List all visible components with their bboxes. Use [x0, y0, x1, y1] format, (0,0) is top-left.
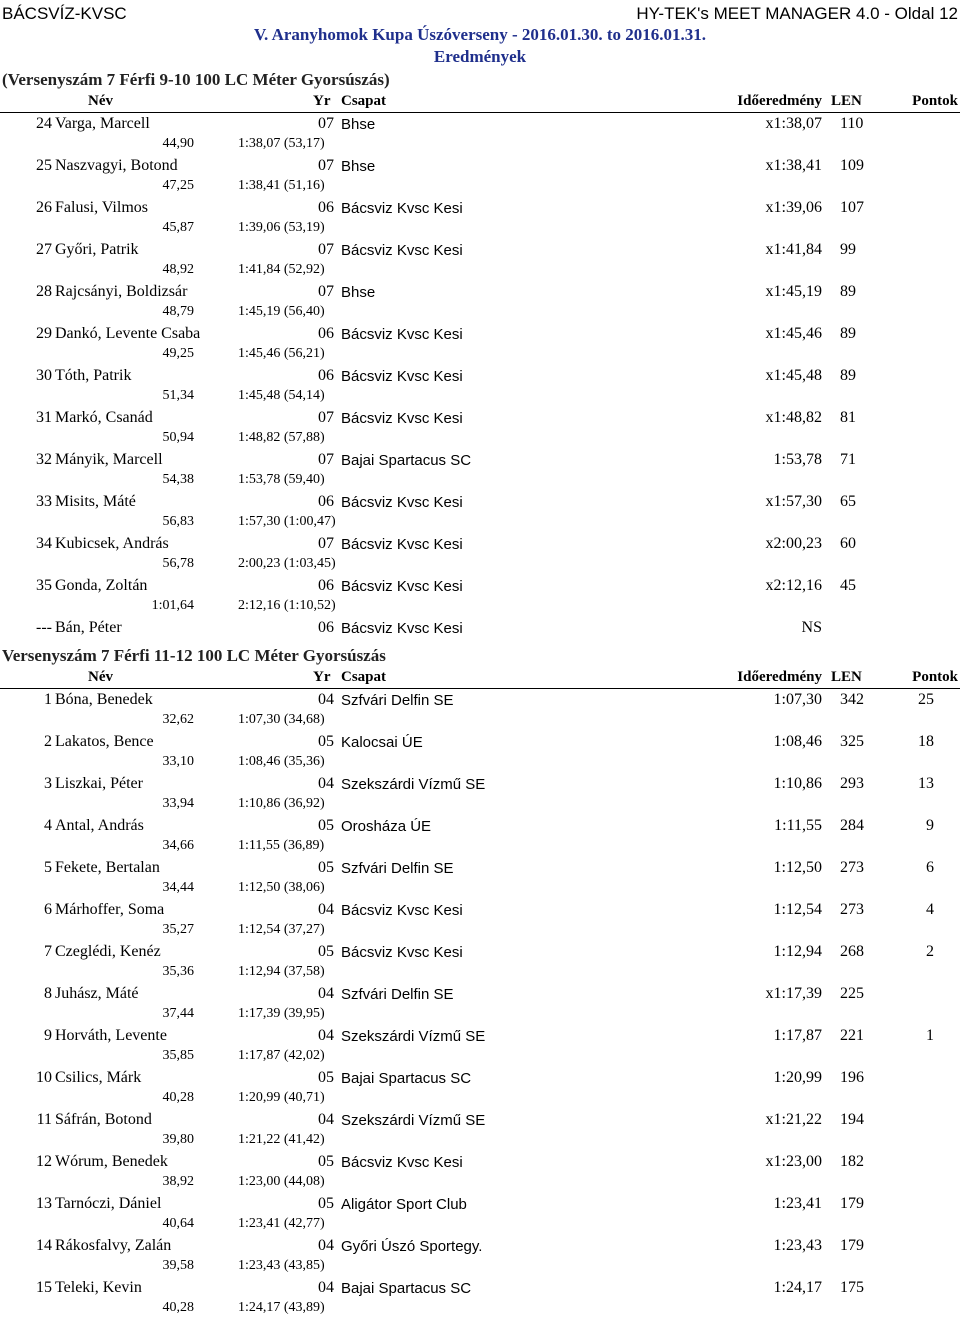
split-100: 2:12,16 (1:10,52) [238, 598, 336, 613]
place: 13 [36, 1195, 52, 1212]
split-100: 1:45,19 (56,40) [238, 304, 325, 319]
team-name: Szekszárdi Vízmű SE [341, 1028, 486, 1045]
len-points: 342 [840, 691, 864, 708]
swimmer-name: Horváth, Levente [55, 1027, 167, 1044]
place: 11 [36, 1111, 52, 1128]
points: 4 [926, 901, 934, 918]
split-100: 1:57,30 (1:00,47) [238, 514, 336, 529]
split-100: 1:39,06 (53,19) [238, 220, 325, 235]
birth-year: 04 [318, 1027, 334, 1044]
birth-year: 07 [318, 451, 334, 468]
team-name: Bajai Spartacus SC [341, 1280, 472, 1297]
len-points: 284 [840, 817, 864, 834]
final-time: 1:11,55 [774, 817, 822, 834]
birth-year: 06 [318, 619, 334, 636]
len-points: 225 [840, 985, 864, 1002]
final-time: x1:21,22 [765, 1111, 822, 1128]
birth-year: 04 [318, 1279, 334, 1296]
split-50: 1:01,64 [151, 598, 194, 613]
split-100: 1:23,41 (42,77) [238, 1216, 325, 1231]
final-time: 1:17,87 [773, 1027, 822, 1044]
len-points: 60 [840, 535, 856, 552]
birth-year: 05 [318, 1153, 334, 1170]
split-50: 44,90 [162, 136, 194, 151]
team-name: Bácsviz Kvsc Kesi [341, 944, 463, 961]
place: 34 [36, 535, 52, 552]
split-100: 1:23,43 (43,85) [238, 1258, 325, 1273]
place: 9 [44, 1027, 52, 1044]
len-points: 109 [840, 157, 864, 174]
col-header-team: Csapat [341, 93, 387, 109]
col-header-len: LEN [831, 93, 862, 109]
event-title: (Versenyszám 7 Férfi 9-10 100 LC Méter Gyorsúszás) [2, 70, 390, 89]
points: 2 [926, 943, 934, 960]
team-name: Bhse [341, 158, 376, 175]
swimmer-name: Lakatos, Bence [55, 733, 154, 750]
split-100: 1:45,46 (56,21) [238, 346, 325, 361]
place: 7 [44, 943, 52, 960]
swimmer-name: Markó, Csanád [55, 409, 153, 426]
birth-year: 06 [318, 367, 334, 384]
final-time: x1:39,06 [765, 199, 822, 216]
len-points: 194 [840, 1111, 864, 1128]
place: 3 [44, 775, 52, 792]
birth-year: 05 [318, 733, 334, 750]
place: 29 [36, 325, 52, 342]
len-points: 71 [840, 451, 856, 468]
birth-year: 06 [318, 493, 334, 510]
split-50: 40,28 [162, 1300, 194, 1315]
split-50: 40,64 [162, 1216, 194, 1231]
split-50: 38,92 [162, 1174, 194, 1189]
team-name: Bajai Spartacus SC [341, 452, 472, 469]
place: 5 [44, 859, 52, 876]
swimmer-name: Czeglédi, Kenéz [55, 943, 161, 960]
final-time: 1:12,54 [773, 901, 822, 918]
team-name: Szfvári Delfin SE [341, 692, 454, 709]
split-100: 1:23,00 (44,08) [238, 1174, 325, 1189]
place: 15 [36, 1279, 52, 1296]
birth-year: 07 [318, 535, 334, 552]
split-50: 45,87 [162, 220, 194, 235]
split-100: 1:53,78 (59,40) [238, 472, 325, 487]
swimmer-name: Misits, Máté [55, 493, 136, 510]
team-name: Aligátor Sport Club [341, 1196, 467, 1213]
len-points: 273 [840, 859, 864, 876]
swimmer-name: Kubicsek, András [55, 535, 169, 552]
team-name: Bácsviz Kvsc Kesi [341, 1154, 463, 1171]
place: 14 [36, 1237, 52, 1254]
split-50: 56,78 [162, 556, 194, 571]
swimmer-name: Wórum, Benedek [55, 1153, 168, 1170]
final-time: x1:45,48 [765, 367, 822, 384]
final-time: x1:48,82 [765, 409, 822, 426]
final-time: 1:07,30 [773, 691, 822, 708]
final-time: 1:23,43 [773, 1237, 822, 1254]
len-points: 196 [840, 1069, 864, 1086]
team-name: Bácsviz Kvsc Kesi [341, 200, 463, 217]
split-100: 1:10,86 (36,92) [238, 796, 325, 811]
swimmer-name: Márhoffer, Soma [55, 901, 165, 918]
birth-year: 04 [318, 691, 334, 708]
col-header-name: Név [88, 669, 113, 685]
swimmer-name: Antal, András [55, 817, 144, 834]
place: 33 [36, 493, 52, 510]
final-time: 1:20,99 [773, 1069, 822, 1086]
swimmer-name: Sáfrán, Botond [55, 1111, 152, 1128]
split-100: 1:48,82 (57,88) [238, 430, 325, 445]
split-50: 51,34 [162, 388, 194, 403]
col-header-name: Név [88, 93, 113, 109]
swimmer-name: Fekete, Bertalan [55, 859, 160, 876]
split-50: 34,66 [162, 838, 194, 853]
len-points: 89 [840, 367, 856, 384]
len-points: 273 [840, 901, 864, 918]
split-50: 48,79 [162, 304, 194, 319]
team-name: Bácsviz Kvsc Kesi [341, 494, 463, 511]
col-header-len: LEN [831, 669, 862, 685]
len-points: 175 [840, 1279, 864, 1296]
final-time: x1:17,39 [765, 985, 822, 1002]
split-100: 1:38,41 (51,16) [238, 178, 325, 193]
team-name: Bácsviz Kvsc Kesi [341, 326, 463, 343]
split-50: 56,83 [162, 514, 194, 529]
place: 12 [36, 1153, 52, 1170]
split-100: 1:12,50 (38,06) [238, 880, 325, 895]
split-100: 1:08,46 (35,36) [238, 754, 325, 769]
split-100: 1:12,54 (37,27) [238, 922, 325, 937]
points: 1 [926, 1027, 934, 1044]
team-name: Bácsviz Kvsc Kesi [341, 536, 463, 553]
split-50: 50,94 [162, 430, 194, 445]
split-100: 1:12,94 (37,58) [238, 964, 325, 979]
len-points: 110 [840, 115, 864, 132]
team-name: Bácsviz Kvsc Kesi [341, 368, 463, 385]
place: 8 [44, 985, 52, 1002]
swimmer-name: Falusi, Vilmos [55, 199, 148, 216]
final-time: x1:23,00 [765, 1153, 822, 1170]
split-50: 47,25 [162, 178, 194, 193]
col-header-time: Időeredmény [737, 669, 822, 685]
final-time: x1:45,46 [765, 325, 822, 342]
swimmer-name: Tarnóczi, Dániel [55, 1195, 162, 1212]
place: 35 [36, 577, 52, 594]
points: 25 [918, 691, 934, 708]
team-name: Bácsviz Kvsc Kesi [341, 242, 463, 259]
col-header-points: Pontok [912, 93, 958, 109]
birth-year: 07 [318, 115, 334, 132]
points: 9 [926, 817, 934, 834]
points: 6 [926, 859, 934, 876]
swimmer-name: Bóna, Benedek [55, 691, 153, 708]
team-name: Bácsviz Kvsc Kesi [341, 578, 463, 595]
len-points: 221 [840, 1027, 864, 1044]
place: 30 [36, 367, 52, 384]
split-50: 35,27 [162, 922, 194, 937]
birth-year: 04 [318, 1111, 334, 1128]
place: 4 [44, 817, 52, 834]
split-100: 1:38,07 (53,17) [238, 136, 325, 151]
final-time: NS [801, 619, 822, 636]
swimmer-name: Juhász, Máté [55, 985, 139, 1002]
meet-title: V. Aranyhomok Kupa Úszóverseny - 2016.01.30. to 2016.01.31. [253, 25, 707, 44]
split-100: 1:45,48 (54,14) [238, 388, 325, 403]
place: 27 [36, 241, 52, 258]
team-name: Bajai Spartacus SC [341, 1070, 472, 1087]
col-header-points: Pontok [912, 669, 958, 685]
place: 1 [44, 691, 52, 708]
split-50: 39,58 [162, 1258, 194, 1273]
split-100: 1:21,22 (41,42) [238, 1132, 325, 1147]
split-100: 1:41,84 (52,92) [238, 262, 325, 277]
place: --- [36, 619, 52, 636]
birth-year: 05 [318, 1195, 334, 1212]
team-name: Kalocsai ÚE [341, 734, 423, 751]
swimmer-name: Rákosfalvy, Zalán [55, 1237, 172, 1254]
final-time: x1:41,84 [765, 241, 822, 258]
split-50: 49,25 [162, 346, 194, 361]
team-name: Szekszárdi Vízmű SE [341, 1112, 486, 1129]
birth-year: 04 [318, 775, 334, 792]
birth-year: 06 [318, 199, 334, 216]
split-50: 35,36 [162, 964, 194, 979]
team-name: Bácsviz Kvsc Kesi [341, 620, 463, 637]
final-time: 1:23,41 [773, 1195, 822, 1212]
split-50: 54,38 [162, 472, 194, 487]
points: 13 [918, 775, 934, 792]
split-100: 1:17,87 (42,02) [238, 1048, 325, 1063]
split-100: 2:00,23 (1:03,45) [238, 556, 336, 571]
final-time: x1:57,30 [765, 493, 822, 510]
birth-year: 07 [318, 283, 334, 300]
split-50: 39,80 [162, 1132, 194, 1147]
swimmer-name: Tóth, Patrik [55, 367, 132, 384]
birth-year: 05 [318, 859, 334, 876]
final-time: x2:12,16 [765, 577, 822, 594]
swimmer-name: Teleki, Kevin [55, 1279, 142, 1296]
col-header-yr: Yr [313, 669, 331, 685]
final-time: 1:53,78 [773, 451, 822, 468]
split-100: 1:07,30 (34,68) [238, 712, 325, 727]
swimmer-name: Mányik, Marcell [55, 451, 163, 468]
team-name: Szfvári Delfin SE [341, 986, 454, 1003]
final-time: 1:12,94 [773, 943, 822, 960]
header-left: BÁCSVÍZ-KVSC [2, 4, 127, 23]
final-time: 1:10,86 [773, 775, 822, 792]
split-100: 1:11,55 (36,89) [238, 838, 325, 853]
place: 24 [36, 115, 52, 132]
team-name: Bácsviz Kvsc Kesi [341, 902, 463, 919]
place: 31 [36, 409, 52, 426]
place: 2 [44, 733, 52, 750]
len-points: 179 [840, 1195, 864, 1212]
header-rule [0, 112, 960, 113]
len-points: 182 [840, 1153, 864, 1170]
final-time: 1:12,50 [773, 859, 822, 876]
split-50: 48,92 [162, 262, 194, 277]
col-header-team: Csapat [341, 669, 387, 685]
swimmer-name: Dankó, Levente Csaba [55, 325, 201, 342]
final-time: 1:24,17 [773, 1279, 822, 1296]
place: 10 [36, 1069, 52, 1086]
len-points: 268 [840, 943, 864, 960]
birth-year: 05 [318, 1069, 334, 1086]
len-points: 179 [840, 1237, 864, 1254]
place: 32 [36, 451, 52, 468]
len-points: 99 [840, 241, 856, 258]
birth-year: 04 [318, 985, 334, 1002]
final-time: x1:38,07 [765, 115, 822, 132]
len-points: 325 [840, 733, 864, 750]
swimmer-name: Gonda, Zoltán [55, 577, 148, 594]
final-time: 1:08,46 [773, 733, 822, 750]
place: 6 [44, 901, 52, 918]
swimmer-name: Győri, Patrik [55, 241, 139, 258]
len-points: 107 [840, 199, 864, 216]
team-name: Bhse [341, 284, 376, 301]
final-time: x1:45,19 [765, 283, 822, 300]
split-50: 33,94 [162, 796, 194, 811]
final-time: x1:38,41 [765, 157, 822, 174]
points: 18 [918, 733, 934, 750]
len-points: 65 [840, 493, 856, 510]
split-50: 33,10 [162, 754, 194, 769]
team-name: Orosháza ÚE [341, 818, 432, 835]
swimmer-name: Csilics, Márk [55, 1069, 142, 1086]
birth-year: 05 [318, 943, 334, 960]
birth-year: 04 [318, 901, 334, 918]
birth-year: 06 [318, 577, 334, 594]
birth-year: 07 [318, 241, 334, 258]
team-name: Szekszárdi Vízmű SE [341, 776, 486, 793]
split-50: 32,62 [162, 712, 194, 727]
split-100: 1:24,17 (43,89) [238, 1300, 325, 1315]
birth-year: 07 [318, 157, 334, 174]
split-50: 34,44 [162, 880, 194, 895]
final-time: x2:00,23 [765, 535, 822, 552]
birth-year: 06 [318, 325, 334, 342]
swimmer-name: Liszkai, Péter [55, 775, 143, 792]
split-100: 1:20,99 (40,71) [238, 1090, 325, 1105]
swimmer-name: Rajcsányi, Boldizsár [55, 283, 188, 300]
place: 28 [36, 283, 52, 300]
birth-year: 05 [318, 817, 334, 834]
birth-year: 04 [318, 1237, 334, 1254]
team-name: Szfvári Delfin SE [341, 860, 454, 877]
place: 25 [36, 157, 52, 174]
event-title: Versenyszám 7 Férfi 11-12 100 LC Méter Gyorsúszás [2, 646, 386, 665]
split-50: 35,85 [162, 1048, 194, 1063]
col-header-yr: Yr [313, 93, 331, 109]
split-50: 37,44 [162, 1006, 194, 1021]
header-right: HY-TEK's MEET MANAGER 4.0 - Oldal 12 [636, 4, 958, 23]
team-name: Győri Úszó Sportegy. [341, 1238, 483, 1255]
len-points: 89 [840, 325, 856, 342]
len-points: 89 [840, 283, 856, 300]
birth-year: 07 [318, 409, 334, 426]
team-name: Bácsviz Kvsc Kesi [341, 410, 463, 427]
swimmer-name: Varga, Marcell [55, 115, 150, 132]
team-name: Bhse [341, 116, 376, 133]
swimmer-name: Naszvagyi, Botond [55, 157, 178, 174]
page-subtitle: Eredmények [433, 47, 527, 66]
len-points: 293 [840, 775, 864, 792]
col-header-time: Időeredmény [737, 93, 822, 109]
header-rule [0, 688, 960, 689]
len-points: 81 [840, 409, 856, 426]
place: 26 [36, 199, 52, 216]
split-50: 40,28 [162, 1090, 194, 1105]
swimmer-name: Bán, Péter [55, 619, 122, 636]
split-100: 1:17,39 (39,95) [238, 1006, 325, 1021]
len-points: 45 [840, 577, 856, 594]
